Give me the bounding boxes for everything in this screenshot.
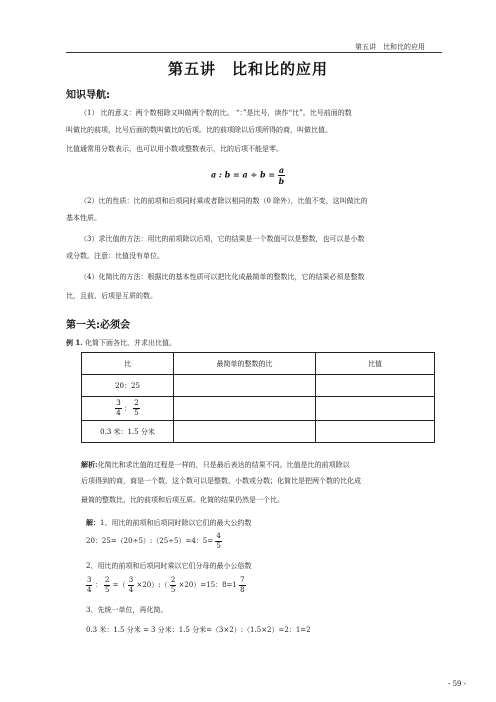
ratio-cell: $\frac{3}{4}$ ： $\frac{2}{5}$ <box>82 397 174 421</box>
table-row <box>82 375 435 397</box>
answer-cell[interactable] <box>316 397 435 421</box>
solution-eq-1: 20：25=（20÷5）:（25÷5）=4：5= $\frac{4}{5}$ <box>86 532 221 550</box>
answer-cell[interactable] <box>316 421 435 443</box>
formula-lhs: a : b = a ÷ b = <box>210 169 276 180</box>
analysis-line-3: 最简的整数比，比的前项和后项互质。化简的结果仍然是一个比。 <box>81 496 284 504</box>
table-row <box>82 397 435 421</box>
answer-cell[interactable] <box>174 397 316 421</box>
table-header-row <box>82 353 435 375</box>
answer-cell[interactable] <box>174 421 316 443</box>
col-simplest: 最简单的整数的比 <box>174 353 316 375</box>
analysis-line-1: 解析:化简比和求比值的过程是一样的，只是最后表达的结果不同。比值是比的前项除以 <box>81 460 350 469</box>
answer-cell[interactable] <box>316 375 435 397</box>
analysis-line-2: 后项得到的商，商是一个数，这个数可以是整数、小数或分数；化简比是把两个数的比化成 <box>81 477 361 485</box>
fraction: $\frac{2}{5}$ <box>134 399 139 417</box>
solution-eq-3: 0.3 米：1.5 分米 = 3 分米：1.5 分米=（3×2）:（1.5×2）=2：1=2 <box>86 626 311 634</box>
analysis-label: 解析: <box>81 460 98 469</box>
fraction: $\frac{2}{5}$ <box>170 576 176 594</box>
knowledge-line-2: 叫做比的前项，比号后面的数叫做比的后项。比的前项除以后项所得的商，叫做比值。 <box>66 126 332 134</box>
example-label: 例 1. <box>66 338 83 347</box>
fraction: $\frac{4}{5}$ <box>216 532 221 550</box>
solution-step-3: 3、先统一单位，再化简。 <box>86 606 168 614</box>
must-know-heading: 第一关:必须会 <box>66 320 130 331</box>
header-rule <box>66 52 442 53</box>
fraction: $\frac{2}{5}$ <box>104 576 110 594</box>
formula-fraction: $\frac{a}{b}$ <box>278 165 285 186</box>
table-row <box>82 421 435 443</box>
ratio-value-line-1: （3）求比值的方法：用比的前项除以后项，它的结果是一个数值可以是整数，也可以是小数 <box>80 235 365 243</box>
property-line-1: （2）比的性质：比的前项和后项同时乘或者除以相同的数（0 除外），比值不变，这叫做比的 <box>80 197 368 205</box>
solution-step-2: 2、用比的前项和后项同时乘以它们分母的最小公倍数 <box>86 562 252 570</box>
example-text: 化简下面各比，并求出比值。 <box>84 339 176 347</box>
col-ratio: 比 <box>82 353 174 375</box>
knowledge-line-3: 比值通常用分数表示，也可以用小数或整数表示，比的后项不能是零。 <box>66 145 283 153</box>
ratio-formula <box>0 166 496 185</box>
answer-cell[interactable] <box>174 375 316 397</box>
col-value: 比值 <box>316 353 435 375</box>
page-number: - 59 - <box>448 680 467 688</box>
ratio-cell: 20：25 <box>82 375 174 397</box>
fraction: $\frac{3}{4}$ <box>116 399 121 417</box>
property-line-2: 基本性质。 <box>66 214 101 222</box>
knowledge-heading: 知识导航: <box>66 90 110 101</box>
fraction: $\frac{7}{8}$ <box>240 576 245 594</box>
simplify-line-1: （4）化简比的方法：根据比的基本性质可以把比化成最简单的整数比，它的结果必须是整数 <box>80 273 365 281</box>
fraction: $\frac{3}{4}$ <box>87 576 92 594</box>
fraction: $\frac{3}{4}$ <box>128 576 134 594</box>
example-1 <box>66 336 176 350</box>
solution-step-1: 解：1、用比的前项和后项同时除以它们的最大公约数 <box>86 518 252 527</box>
running-header: 第五讲 比和比的应用 <box>355 43 425 51</box>
page-title: 第五讲 比和比的应用 <box>167 60 328 78</box>
simplify-line-2: 比，且前、后项是互质的数。 <box>66 292 157 300</box>
knowledge-line-1: （1） 比的意义：两个数相除又叫做两个数的比。 “：”是比号，读作“比”。比号前面的数 <box>80 109 352 117</box>
ratio-cell: 0.3 米：1.5 分米 <box>82 421 174 443</box>
solution-label: 解： <box>86 518 100 527</box>
solution-eq-2: $\frac{3}{4}$ ： $\frac{2}{5}$ =（ $\frac{3}{4}$ ×20）:（ $\frac{2}{5}$ ×20）=15：8=1 $\frac{7}{8}$ <box>87 576 245 594</box>
ratio-value-line-2: 或分数。注意：比值没有单位。 <box>66 252 164 260</box>
ratio-table <box>81 352 435 443</box>
